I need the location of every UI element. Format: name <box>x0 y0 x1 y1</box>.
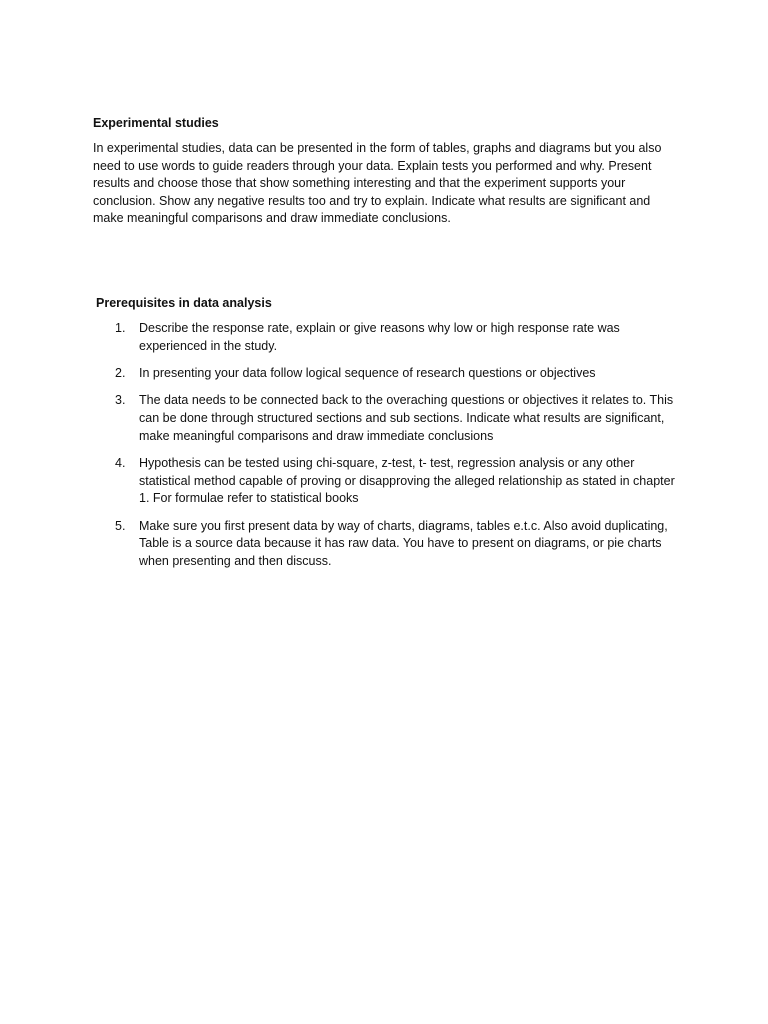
list-item-text: Describe the response rate, explain or give reasons why low or high response rate was experienced in the study. <box>139 321 620 353</box>
section-prerequisites <box>96 294 678 580</box>
list-item <box>96 365 678 383</box>
list-item-number: 4. <box>115 455 126 470</box>
list-item-text: The data needs to be connected back to the overaching questions or objectives it relates to. This can be done through structured sections and sub sections. Indicate what results are significant, make meaningful comparisons and draw immediate conclusions <box>139 393 674 443</box>
section-heading: Experimental studies <box>93 116 219 130</box>
list-item-text: Make sure you first present data by way of charts, diagrams, tables e.t.c. Also avoid duplicating, Table is a source data because it has raw data. You have to present on diagrams, or pie charts when presenting and then discuss. <box>139 518 668 568</box>
list-item-text: Hypothesis can be tested using chi-square, z-test, t- test, regression analysis or any other statistical method capable of proving or disapproving the alleged relationship as stated in chapter 1. For formulae refer to statistical books <box>139 455 675 506</box>
list-item-number: 2. <box>115 365 126 380</box>
list-item <box>96 320 678 355</box>
list-item <box>96 518 678 571</box>
list-item-number: 1. <box>115 321 126 335</box>
section-heading: Prerequisites in data analysis <box>96 296 272 310</box>
list-item <box>96 392 678 445</box>
list-item-number: 5. <box>115 518 126 533</box>
section-experimental-studies <box>93 114 678 228</box>
list-item-number: 3. <box>115 393 126 408</box>
list-item <box>96 455 678 508</box>
section-paragraph: In experimental studies, data can be presented in the form of tables, graphs and diagrams but you also need to use words to guide readers through your data. Explain tests you performed and why. Present results and choose those that show something interesting and that the experiment supports your conclusion. Show any negative results too and try to explain. Indicate what results are significant and make meaningful comparisons and draw immediate conclusions. <box>93 141 662 226</box>
list-item-text: In presenting your data follow logical sequence of research questions or objectives <box>139 365 596 380</box>
prerequisites-list <box>96 320 678 570</box>
